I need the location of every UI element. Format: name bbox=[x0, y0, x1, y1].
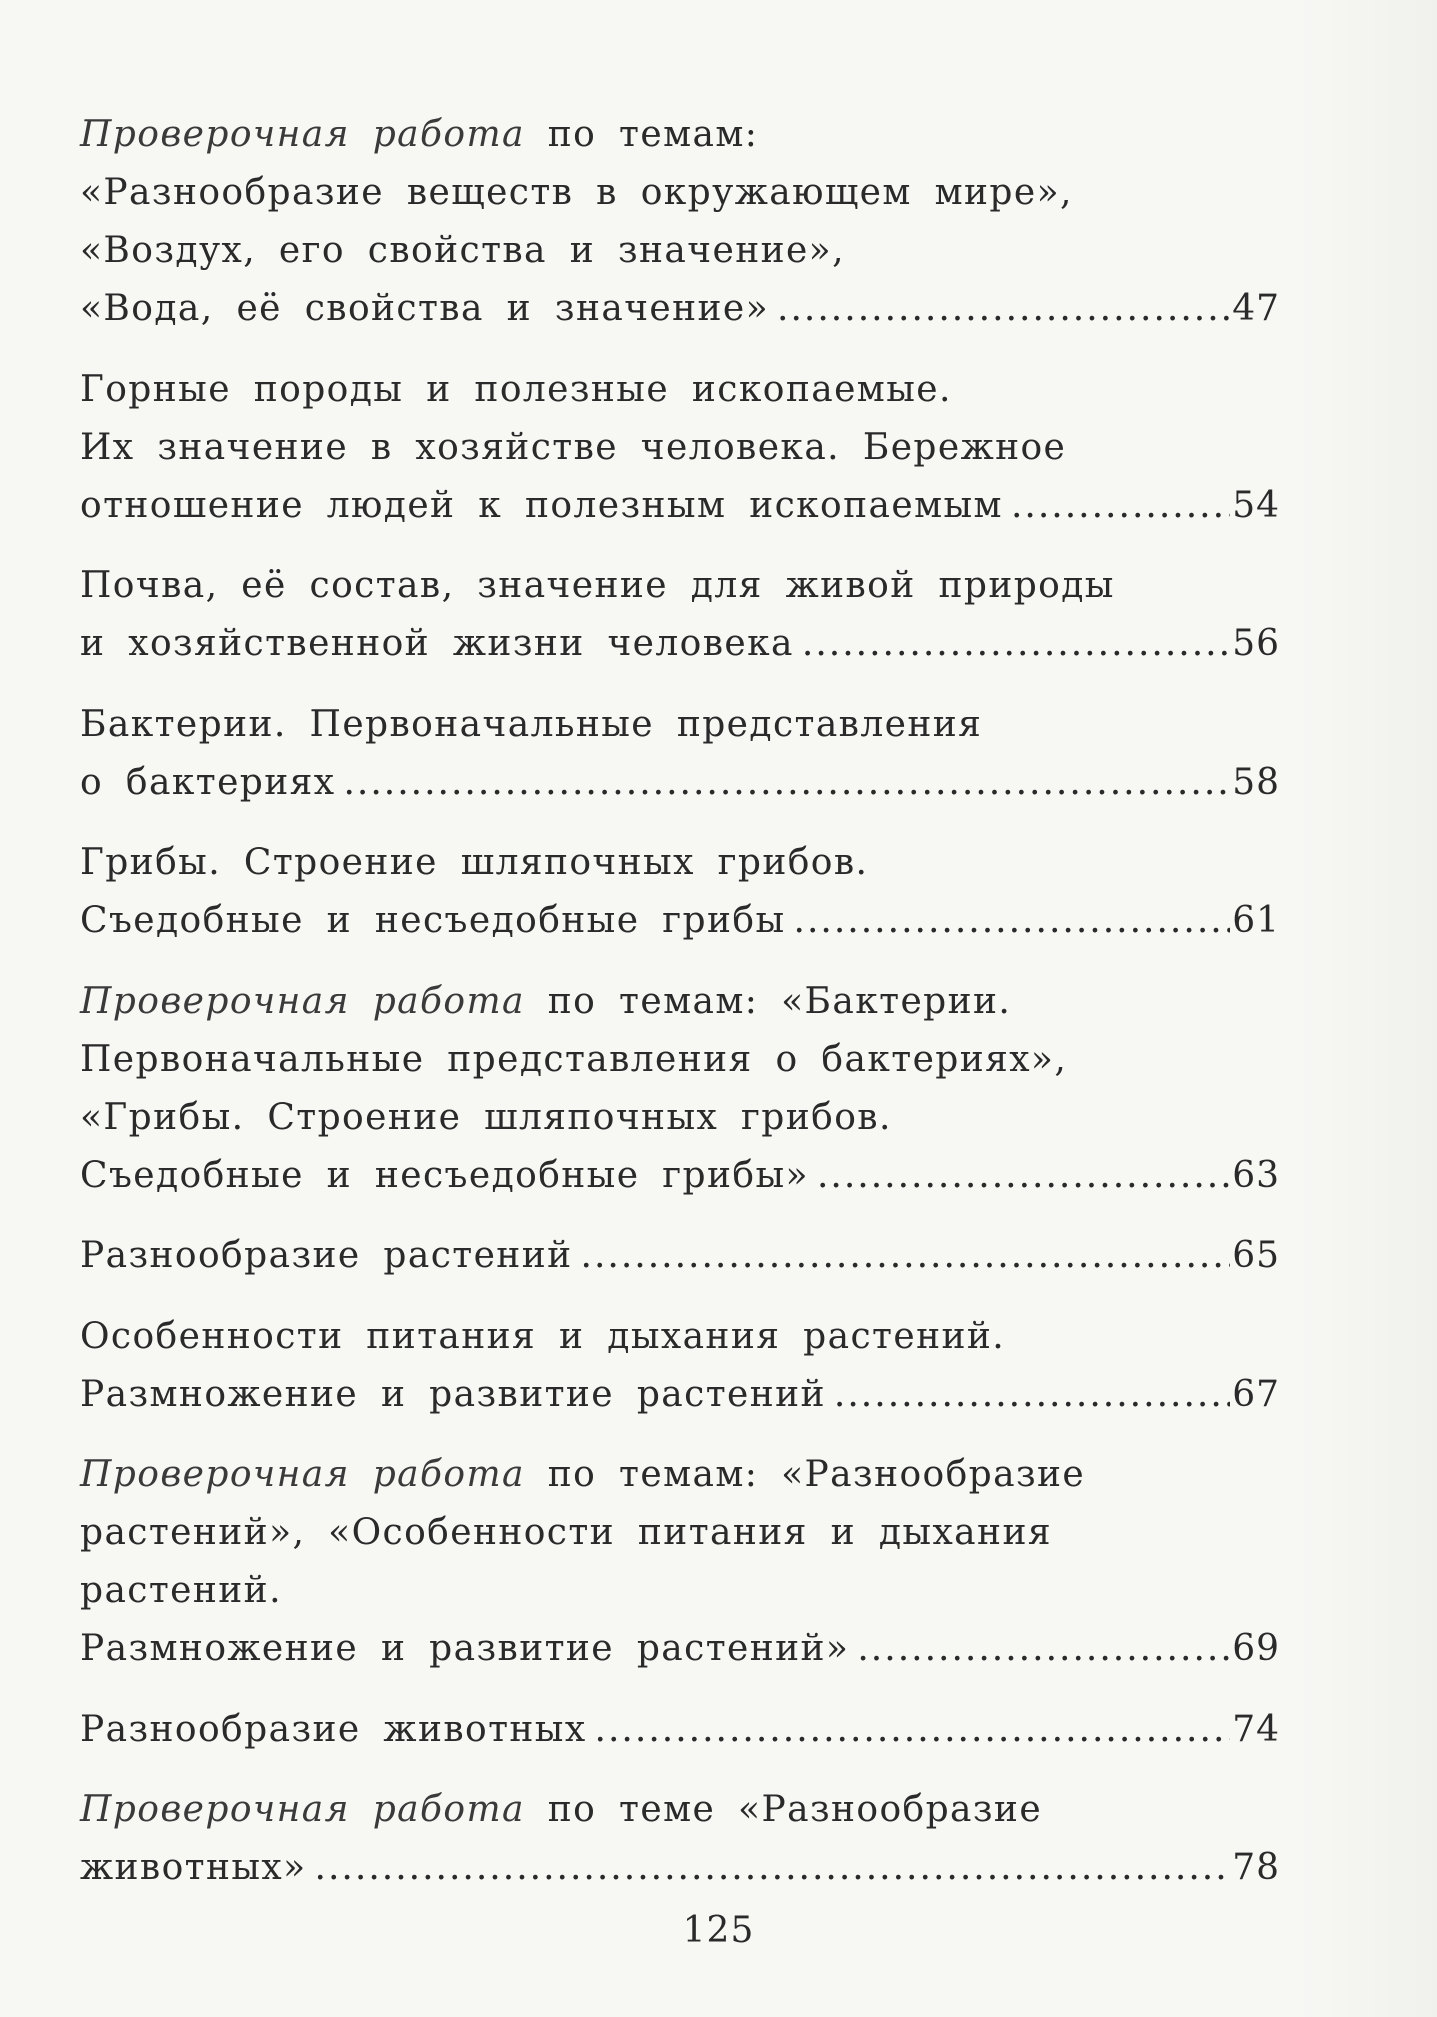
toc-entry-line bbox=[80, 1562, 1280, 1620]
toc-entry-line bbox=[80, 834, 1280, 892]
toc-entry bbox=[80, 696, 1280, 812]
toc-entry-text: Грибы. Строение шляпочных грибов. bbox=[80, 842, 869, 883]
table-of-contents bbox=[80, 106, 1280, 1920]
toc-entry-line bbox=[80, 164, 1280, 222]
toc-entry-line bbox=[80, 361, 1280, 419]
toc-entry-line bbox=[80, 1308, 1280, 1366]
toc-entry-line bbox=[80, 1504, 1280, 1562]
opposite-page-bleed bbox=[1297, 0, 1437, 2017]
toc-entry-line bbox=[80, 1089, 1280, 1147]
toc-entry-text: Первоначальные представления о бактериях», bbox=[80, 1038, 1068, 1080]
dot-leader bbox=[794, 615, 1230, 673]
toc-entry-line bbox=[80, 419, 1280, 477]
toc-entry-line bbox=[80, 557, 1280, 615]
toc-entry-line bbox=[80, 1031, 1280, 1089]
toc-entry-italic-label: Проверочная работа bbox=[80, 1454, 525, 1495]
toc-entry-italic-label: Проверочная работа bbox=[80, 1789, 525, 1830]
toc-entry-text: Их значение в хозяйстве человека. Бережное bbox=[80, 426, 1067, 468]
toc-entry-text: о бактериях bbox=[80, 761, 336, 803]
toc-entry-text: растений», «Особенности питания и дыхания bbox=[80, 1512, 1052, 1553]
toc-entry-italic-label: Проверочная работа bbox=[80, 114, 525, 155]
toc-entry-last-line bbox=[80, 477, 1280, 535]
toc-entry bbox=[80, 1227, 1280, 1285]
toc-entry-text: по темам: «Бактерии. bbox=[524, 980, 1012, 1022]
toc-entry-text: и хозяйственной жизни человека bbox=[80, 623, 794, 664]
toc-entry-text: Разнообразие растений bbox=[80, 1235, 573, 1276]
toc-page-number: 58 bbox=[1232, 761, 1280, 803]
toc-page-number: 65 bbox=[1232, 1235, 1280, 1276]
toc-page-number: 67 bbox=[1232, 1373, 1280, 1415]
toc-page-number: 63 bbox=[1232, 1154, 1280, 1196]
toc-page-number: 54 bbox=[1232, 484, 1280, 526]
toc-entry-text: Размножение и развитие растений bbox=[80, 1373, 826, 1415]
toc-entry-text: Размножение и развитие растений» bbox=[80, 1628, 850, 1669]
toc-entry-text: Горные породы и полезные ископаемые. bbox=[80, 368, 952, 410]
toc-entry-text: Бактерии. Первоначальные представления bbox=[80, 703, 983, 745]
toc-entry-last-line bbox=[80, 1227, 1280, 1285]
dot-leader bbox=[335, 754, 1230, 812]
toc-entry-last-line bbox=[80, 280, 1280, 338]
dot-leader bbox=[573, 1227, 1231, 1285]
toc-entry-text: Съедобные и несъедобные грибы» bbox=[80, 1154, 809, 1196]
toc-entry-text: животных» bbox=[80, 1847, 307, 1888]
toc-page-number: 78 bbox=[1232, 1847, 1280, 1888]
toc-entry-last-line bbox=[80, 1701, 1280, 1759]
toc-entry-text: растений. bbox=[80, 1570, 282, 1611]
toc-entry-text: Разнообразие животных bbox=[80, 1708, 587, 1750]
toc-entry bbox=[80, 1308, 1280, 1424]
toc-entry bbox=[80, 834, 1280, 950]
dot-leader bbox=[826, 1366, 1230, 1424]
dot-leader bbox=[307, 1839, 1231, 1897]
dot-leader bbox=[1003, 477, 1230, 535]
dot-leader bbox=[809, 1147, 1230, 1205]
toc-entry-line bbox=[80, 1446, 1280, 1504]
toc-entry-last-line bbox=[80, 754, 1280, 812]
dot-leader bbox=[849, 1620, 1230, 1678]
toc-entry bbox=[80, 361, 1280, 535]
toc-entry-text: по темам: bbox=[524, 114, 759, 155]
toc-entry-line bbox=[80, 696, 1280, 754]
toc-entry bbox=[80, 557, 1280, 673]
toc-entry-text: «Воздух, его свойства и значение», bbox=[80, 230, 845, 271]
toc-entry bbox=[80, 973, 1280, 1205]
toc-entry-last-line bbox=[80, 892, 1280, 950]
toc-entry bbox=[80, 1701, 1280, 1759]
toc-entry-last-line bbox=[80, 1620, 1280, 1678]
toc-entry bbox=[80, 1446, 1280, 1678]
dot-leader bbox=[786, 892, 1231, 950]
toc-page-number: 56 bbox=[1232, 623, 1280, 664]
toc-page-number: 47 bbox=[1232, 288, 1280, 329]
toc-entry-text: Съедобные и несъедобные грибы bbox=[80, 900, 786, 941]
toc-entry-line bbox=[80, 973, 1280, 1031]
toc-entry bbox=[80, 1781, 1280, 1897]
toc-page-number: 69 bbox=[1232, 1628, 1280, 1669]
toc-page-number: 74 bbox=[1232, 1708, 1280, 1750]
toc-entry-line bbox=[80, 222, 1280, 280]
toc-entry bbox=[80, 106, 1280, 338]
toc-entry-text: «Грибы. Строение шляпочных грибов. bbox=[80, 1096, 892, 1138]
page-number: 125 bbox=[682, 1910, 755, 1951]
toc-entry-text: Почва, её состав, значение для живой природы bbox=[80, 565, 1115, 606]
toc-entry-text: по темам: «Разнообразие bbox=[524, 1454, 1086, 1495]
toc-entry-text: отношение людей к полезным ископаемым bbox=[80, 484, 1003, 526]
dot-leader bbox=[587, 1701, 1231, 1759]
toc-entry-line bbox=[80, 106, 1280, 164]
toc-entry-last-line bbox=[80, 615, 1280, 673]
toc-entry-text: по теме «Разнообразие bbox=[524, 1789, 1043, 1830]
dot-leader bbox=[769, 280, 1230, 338]
toc-entry-text: «Вода, её свойства и значение» bbox=[80, 288, 770, 329]
toc-entry-line bbox=[80, 1781, 1280, 1839]
toc-entry-last-line bbox=[80, 1366, 1280, 1424]
toc-page-number: 61 bbox=[1232, 900, 1280, 941]
toc-entry-text: Особенности питания и дыхания растений. bbox=[80, 1315, 1006, 1357]
toc-entry-text: «Разнообразие веществ в окружающем мире», bbox=[80, 172, 1073, 213]
toc-entry-last-line bbox=[80, 1839, 1280, 1897]
toc-entry-italic-label: Проверочная работа bbox=[80, 980, 525, 1022]
toc-entry-last-line bbox=[80, 1147, 1280, 1205]
